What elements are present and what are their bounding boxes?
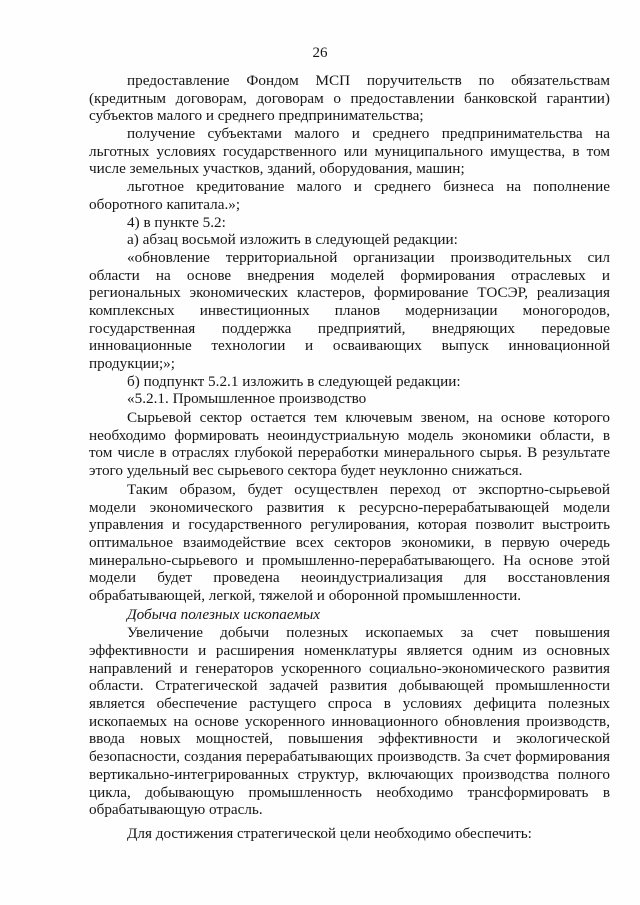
text-line: модели экономического развития к ресурсно-перерабатывающей модели: [89, 498, 610, 516]
text-line: обрабатывающей, легкой, тяжелой и оборонной промышленности.: [89, 586, 521, 604]
paragraph: [89, 390, 610, 408]
text-line: Сырьевой сектор остается тем ключевым звеном, на основе которого: [127, 409, 610, 427]
paragraph: [89, 178, 610, 213]
text-line: ввода новых мощностей, повышения эффективности и экологической: [89, 730, 610, 748]
text-line: «5.2.1. Промышленное производство: [127, 390, 367, 408]
text-line: этого удельный вес сырьевого сектора будет неуклонно снижаться.: [89, 462, 523, 480]
text-line: цикла, добывающую промышленность необходимо трансформировать в: [89, 783, 610, 801]
text-line: государственная поддержка предприятий, внедряющих передовые: [89, 319, 610, 337]
text-line: предоставление Фондом МСП поручительств по обязательствам: [127, 72, 610, 89]
text-line: числе земельных участков, зданий, оборудования, машин;: [89, 160, 465, 178]
text-line: Добыча полезных ископаемых: [127, 605, 320, 623]
paragraph: [89, 72, 610, 125]
text-line: Для достижения стратегической цели необходимо обеспечить:: [127, 824, 532, 842]
text-line: модели будет проведена неоиндустриализация для восстановления: [89, 569, 610, 587]
text-line: направлений и генераторов ускоренного социально-экономического развития: [89, 659, 610, 677]
paragraph: [89, 125, 610, 178]
text-line: минерально-сырьевого и промышленно-перерабатывающего. На основе этой: [89, 551, 610, 569]
text-line: Таким образом, будет осуществлен переход от экспортно-сырьевой: [127, 480, 610, 498]
text-line: льготное кредитование малого и среднего бизнеса на пополнение: [127, 178, 610, 196]
text-line: необходимо формировать неоиндустриальную модель экономики области, в: [89, 426, 610, 444]
text-line: ископаемых на основе ускоренного инновационного обновления производств,: [89, 712, 610, 730]
paragraph: [89, 231, 610, 249]
text-line: получение субъектами малого и среднего предпринимательства на: [127, 125, 610, 143]
document-body: [89, 72, 610, 843]
text-line: Увеличение добычи полезных ископаемых за счет повышения: [127, 624, 610, 642]
section-heading: [89, 606, 610, 624]
text-line: области. Стратегической задачей развития добывающей промышленности: [89, 677, 610, 695]
text-line: оптимальное взаимодействие всех секторов экономики, в первую очередь: [89, 533, 610, 551]
text-line: льготных условиях государственного или муниципального имущества, в том: [89, 142, 610, 160]
paragraph: [89, 373, 610, 391]
text-line: инновационные технологии и осваивающих выпуск инновационной: [89, 337, 610, 355]
text-line: области на основе внедрения моделей формирования отраслевых и: [89, 266, 610, 284]
text-line: а) абзац восьмой изложить в следующей редакции:: [127, 231, 458, 249]
text-line: продукции;»;: [89, 355, 175, 372]
paragraph: [89, 249, 610, 373]
text-line: б) подпункт 5.2.1 изложить в следующей редакции:: [127, 372, 461, 390]
text-line: «обновление территориальной организации производительных сил: [127, 248, 610, 266]
text-line: комплексных инвестиционных планов модернизации моногородов,: [89, 301, 610, 319]
text-line: вертикально-интегрированных структур, включающих производства полного: [89, 765, 610, 783]
paragraph: [89, 624, 610, 819]
text-line: региональных экономических кластеров, формирование ТОСЭР, реализация: [89, 284, 610, 302]
text-line: обрабатывающую отрасль.: [89, 801, 263, 819]
text-line: является обеспечение растущего спроса в условиях дефицита полезных: [89, 695, 610, 713]
text-line: 4) в пункте 5.2:: [127, 213, 226, 231]
text-line: управления и государственного регулирования, которая позволит выстроить: [89, 516, 610, 534]
text-line: (кредитным договорам, договорам о предоставлении банковской гарантии): [89, 89, 610, 107]
paragraph: [89, 825, 610, 843]
text-line: эффективности и расширения номенклатуры является одним из основных: [89, 642, 610, 659]
paragraph: [89, 481, 610, 605]
text-line: безопасности, создания перерабатывающих производств. За счет формирования: [89, 748, 610, 766]
page-number: 26: [312, 45, 328, 61]
text-line: субъектов малого и среднего предпринимательства;: [89, 107, 424, 125]
text-line: том числе в отраслях глубокой переработки минерального сырья. В результате: [89, 444, 610, 462]
paragraph: [89, 214, 610, 232]
text-line: оборотного капитала.»;: [89, 195, 241, 213]
paragraph: [89, 409, 610, 480]
